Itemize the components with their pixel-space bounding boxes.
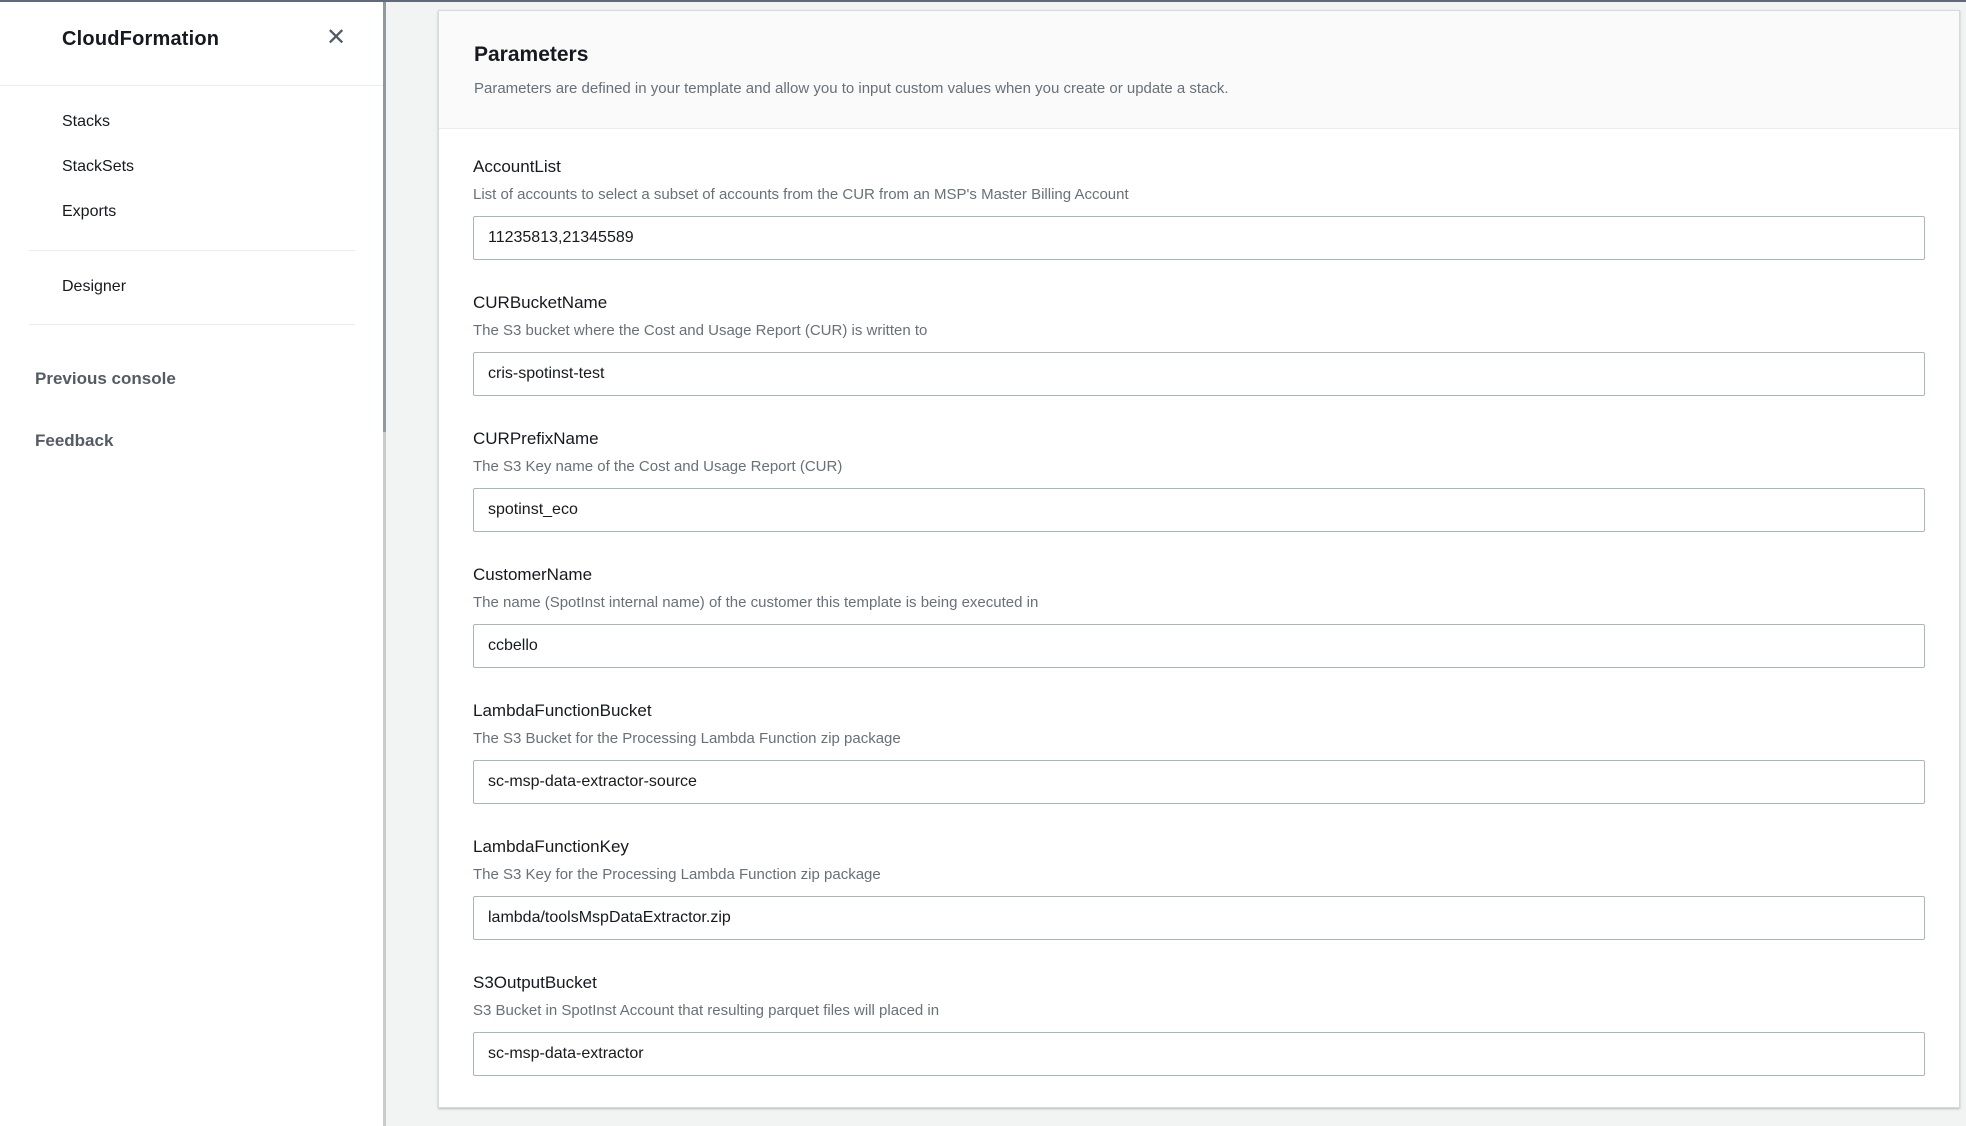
field-description: The S3 Bucket for the Processing Lambda Function zip package (473, 730, 901, 747)
sidebar-title: CloudFormation (62, 28, 220, 50)
field-label: S3OutputBucket (473, 973, 597, 992)
sidebar-item[interactable]: Exports (62, 203, 117, 220)
field-input[interactable] (473, 624, 1925, 668)
page-title: Parameters (474, 43, 589, 66)
field-description: List of accounts to select a subset of accounts from the CUR from an MSP's Master Billing Account (473, 186, 1129, 203)
form-field (473, 973, 1925, 1076)
panel-header (439, 11, 1959, 129)
parameters-panel (438, 10, 1960, 1108)
sidebar-footer-item[interactable]: Previous console (35, 369, 176, 388)
panel-description: Parameters are defined in your template and allow you to input custom values when you create or update a stack. (474, 80, 1229, 97)
sidebar-divider (29, 324, 355, 325)
sidebar-footer-item[interactable]: Feedback (35, 431, 114, 450)
field-label: AccountList (473, 157, 561, 176)
field-input[interactable] (473, 216, 1925, 260)
field-description: The S3 bucket where the Cost and Usage Report (CUR) is written to (473, 322, 928, 339)
sidebar-item[interactable]: Stacks (62, 113, 111, 130)
form-field (473, 701, 1925, 804)
field-input[interactable] (473, 896, 1925, 940)
field-label: LambdaFunctionBucket (473, 701, 652, 720)
field-input[interactable] (473, 760, 1925, 804)
form-field (473, 157, 1925, 260)
field-description: The S3 Key for the Processing Lambda Function zip package (473, 866, 881, 883)
field-description: The S3 Key name of the Cost and Usage Report (CUR) (473, 458, 843, 475)
sidebar-item[interactable]: Designer (62, 278, 127, 295)
form-field (473, 429, 1925, 532)
parameters-form (439, 129, 1959, 1076)
field-input[interactable] (473, 1032, 1925, 1076)
field-label: LambdaFunctionKey (473, 837, 629, 856)
close-icon[interactable]: ✕ (323, 24, 349, 50)
field-input[interactable] (473, 488, 1925, 532)
sidebar-item[interactable]: StackSets (62, 158, 135, 175)
sidebar (0, 2, 383, 1126)
field-description: S3 Bucket in SpotInst Account that resulting parquet files will placed in (473, 1002, 940, 1019)
form-field (473, 565, 1925, 668)
field-label: CustomerName (473, 565, 593, 584)
sidebar-scrollbar-thumb[interactable] (383, 2, 386, 432)
field-input[interactable] (473, 352, 1925, 396)
field-label: CURBucketName (473, 293, 608, 312)
form-field (473, 293, 1925, 396)
field-label: CURPrefixName (473, 429, 599, 448)
sidebar-divider (29, 250, 355, 251)
sidebar-header-divider (0, 85, 383, 86)
field-description: The name (SpotInst internal name) of the customer this template is being executed in (473, 594, 1039, 611)
form-field (473, 837, 1925, 940)
